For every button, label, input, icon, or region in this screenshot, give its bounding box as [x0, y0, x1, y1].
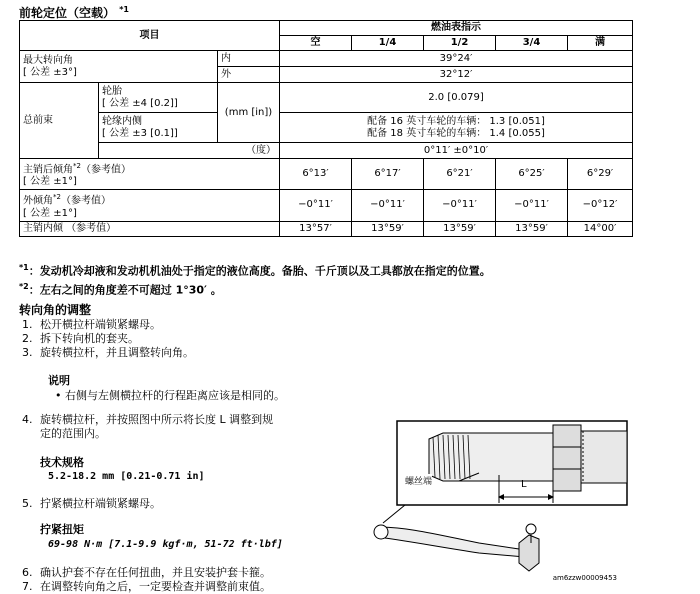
step-2: 2. 拆下转向机的套夹。: [22, 332, 139, 345]
spec-value: 5.2-18.2 mm [0.21-0.71 in]: [48, 471, 205, 482]
step-5: 5. 拧紧横拉杆端锁紧螺母。: [22, 497, 161, 510]
kpi-value: 14°00′: [568, 221, 633, 236]
header-gauge: 燃油表指示: [280, 21, 633, 36]
header-item: 项目: [20, 21, 280, 51]
camber-value: −0°11′: [496, 190, 568, 221]
step-4: 4. 旋转横拉杆，并按照图中所示将长度 L 调整到规 定的范围内。: [22, 413, 274, 440]
max-steer-cell: [20, 51, 218, 83]
camber-cell: 外倾角$^{*2}$（参考值） [ 公差 ±1°]: [20, 190, 280, 221]
caster-value: 6°21′: [424, 159, 496, 190]
deg-value: 0°11′ ±0°10′: [280, 143, 633, 159]
step-7: 7. 在调整转向角之后，一定要检查并调整前束值。: [22, 580, 271, 593]
step-3: 3. 旋转横拉杆，并且调整转向角。: [22, 346, 194, 359]
rim-tol: [ 公差 ±3 [0.1]]: [102, 127, 178, 139]
camber-value: −0°11′: [352, 190, 424, 221]
kpi-value: 13°59′: [496, 221, 568, 236]
caster-cell: 主销后倾角$^{*2}$（参考值） [ 公差 ±1°]: [20, 159, 280, 190]
gauge-level: 满: [568, 36, 633, 51]
lock-nut: [553, 425, 581, 491]
footnotes: [19, 260, 491, 297]
thread-label: 螺丝端: [405, 474, 432, 487]
camber-value: −0°11′: [280, 190, 352, 221]
camber-label: 外倾角: [23, 195, 53, 207]
kpi-value: 13°59′: [424, 221, 496, 236]
gauge-level: 3/4: [496, 36, 568, 51]
tire-tol: [ 公差 ±4 [0.2]]: [102, 97, 178, 109]
caster-value: 6°13′: [280, 159, 352, 190]
torque-heading: 拧紧扭矩: [40, 523, 84, 536]
step-6: 6. 确认护套不存在任何扭曲，并且安装护套卡箍。: [22, 566, 271, 579]
torque-value: 69-98 N·m [7.1-9.9 kgf·m, 51-72 ft·lbf]: [48, 539, 283, 550]
inner-label: 内: [218, 51, 280, 67]
rim-value-16: 配备 16 英寸车轮的车辆： 1.3 [0.051]: [367, 115, 545, 127]
tire-value: 2.0 [0.079]: [280, 83, 633, 113]
rim-value: [280, 113, 633, 143]
callout-line: [383, 505, 405, 523]
max-steer-tol: [ 公差 ±3°]: [23, 66, 77, 78]
ball-joint: [519, 535, 539, 571]
page-title: 前轮定位（空载） $^{*1}$: [19, 5, 129, 20]
tie-rod-figure: [369, 417, 631, 583]
gauge-level: 1/4: [352, 36, 424, 51]
outer-label: 外: [218, 67, 280, 83]
camber-value: −0°11′: [424, 190, 496, 221]
unit-deg: （度）: [99, 143, 280, 159]
tire-label: 轮胎: [102, 85, 122, 97]
gauge-level: 1/2: [424, 36, 496, 51]
step-1: 1. 松开横拉杆端锁紧螺母。: [22, 318, 161, 331]
max-steer-label: 最大转向角: [23, 54, 73, 66]
note-heading: 说明: [48, 374, 70, 387]
tie-rod-shaft: [581, 431, 627, 483]
note-text: • 右侧与左侧横拉杆的行程距离应该是相同的。: [55, 389, 285, 402]
tire-cell: [99, 83, 218, 113]
camber-value: −0°12′: [568, 190, 633, 221]
camber-tol: [ 公差 ±1°]: [23, 207, 77, 219]
inner-value: 39°24′: [280, 51, 633, 67]
caster-tol: [ 公差 ±1°]: [23, 176, 77, 188]
kpi-label: 主销内倾 （参考值）: [20, 221, 280, 236]
section-heading: 转向角的调整: [19, 303, 92, 317]
caster-label: 主销后倾角: [23, 164, 73, 176]
length-label: L: [521, 479, 527, 490]
unit-mm: (mm [in]): [218, 83, 280, 143]
kpi-value: 13°59′: [352, 221, 424, 236]
kpi-value: 13°57′: [280, 221, 352, 236]
alignment-spec-table: [19, 20, 633, 237]
tie-rod-assembly: [377, 527, 525, 557]
footnote-2: $^{*2}$：左右之间的角度差不可超过 1°30′ 。: [19, 281, 222, 297]
tie-rod-diagram: [369, 417, 631, 583]
caster-value: 6°17′: [352, 159, 424, 190]
caster-value: 6°25′: [496, 159, 568, 190]
spec-heading: 技术规格: [40, 456, 84, 469]
outer-value: 32°12′: [280, 67, 633, 83]
caster-value: 6°29′: [568, 159, 633, 190]
gauge-level: 空: [280, 36, 352, 51]
footnote-1: $^{*1}$：发动机冷却液和发动机机油处于指定的液位高度。备胎、千斤顶以及工具都放在指定的位置。: [19, 263, 491, 278]
rim-value-18: 配备 18 英寸车轮的车辆： 1.4 [0.055]: [367, 127, 545, 139]
rim-cell: [99, 113, 218, 143]
figure-id: am6zzw00009453: [552, 574, 617, 582]
total-toe-label: 总前束: [20, 83, 99, 159]
rim-label: 轮缘内侧: [102, 115, 142, 127]
